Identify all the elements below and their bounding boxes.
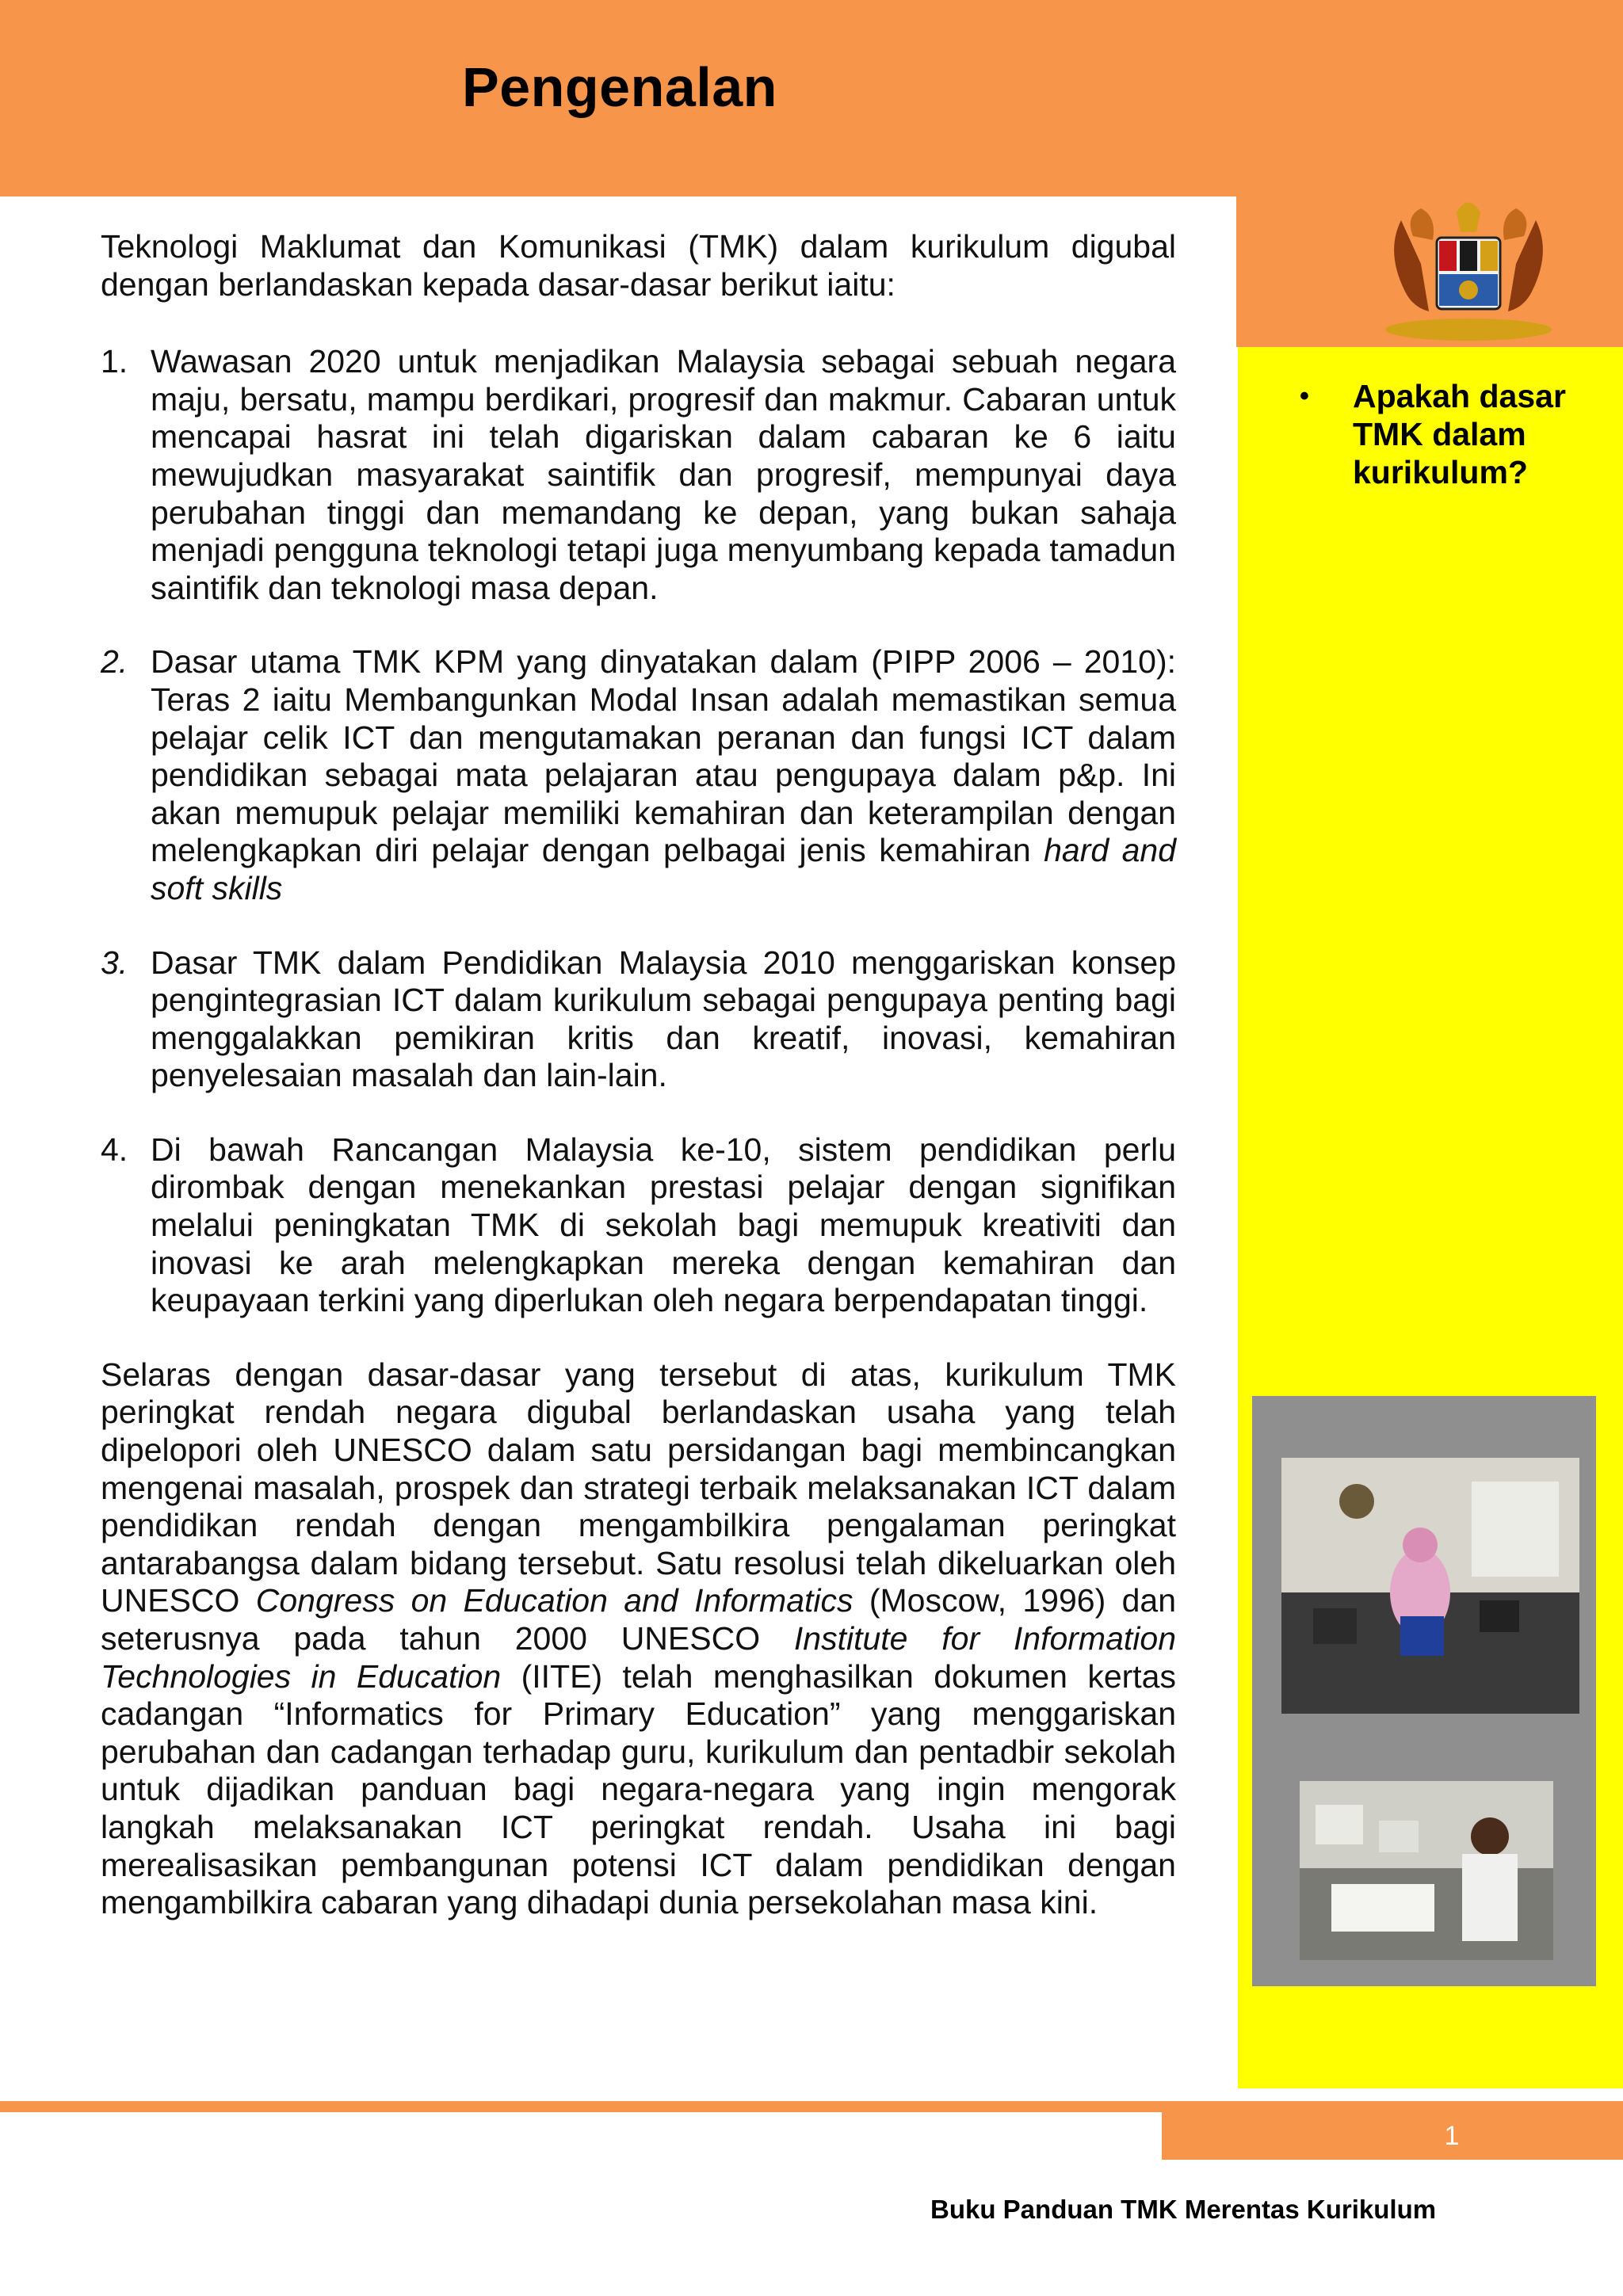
item-number: 2. <box>101 643 128 681</box>
closing-paragraph: Selaras dengan dasar-dasar yang tersebut di atas, kurikulum TMK peringkat rendah negara digubal berlandaskan usaha yang telah dipelopori oleh UNESCO dalam satu persidangan bagi membincangkan mengenai masalah, prospek dan strategi terbaik melaksanakan ICT dalam pendidikan rendah dengan mengambilkira pengalaman peringkat antarabangsa dalam bidang tersebut. Satu resolusi telah dikeluarkan oleh UNESCO Congress on Education and Informatics (Moscow, 1996) dan seterusnya pada tahun 2000 UNESCO Institute for Information Technologies in Education (IITE) telah menghasilkan dokumen kertas cadangan “Informatics for Primary Education” yang menggariskan perubahan dan cadangan terhadap guru, kurikulum dan pentadbir sekolah untuk dijadikan panduan bagi negara-negara yang ingin mengorak langkah melaksanakan ICT peringkat rendah. Usaha ini bagi merealisasikan pembangunan potensi ICT dalam pendidikan dengan mengambilkira cabaran yang dihadapi dunia persekolahan masa kini. <box>101 1356 1176 1921</box>
page-title: Pengenalan <box>462 56 777 118</box>
footer-title: Buku Panduan TMK Merentas Kurikulum <box>930 2195 1437 2224</box>
coat-of-arms-logo <box>1369 189 1568 345</box>
policy-item-4 <box>101 1131 1176 1320</box>
intro-paragraph: Teknologi Maklumat dan Komunikasi (TMK) dalam kurikulum digubal dengan berlandaskan kepada dasar-dasar berikut iaitu: <box>101 228 1176 303</box>
item-text: Dasar utama TMK KPM yang dinyatakan dalam (PIPP 2006 – 2010): Teras 2 iaitu Membangunkan Modal Insan adalah memastikan semua pelajar celik ICT dan mengutamakan peranan dan fungsi ICT dalam pendidikan sebagai mata pelajaran atau pengupaya dalam p&p. Ini akan memupuk pelajar memiliki kemahiran dan keterampilan dengan melengkapkan diri pelajar dengan pelbagai jenis kemahiran hard and soft skills <box>151 643 1176 906</box>
italic-phrase: hard and soft skills <box>151 832 1176 906</box>
item-text: Di bawah Rancangan Malaysia ke-10, sistem pendidikan perlu dirombak dengan menekankan prestasi pelajar dengan signifikan melalui peningkatan TMK di sekolah bagi memupuk kreativiti dan inovasi ke arah melengkapkan mereka dengan kemahiran dan keupayaan terkini yang diperlukan oleh negara berpendapatan tinggi. <box>151 1131 1176 1319</box>
item-number: 3. <box>101 944 128 981</box>
item-number: 4. <box>101 1131 128 1168</box>
main-content <box>101 228 1176 1922</box>
item-text: Dasar TMK dalam Pendidikan Malaysia 2010 menggariskan konsep pengintegrasian ICT dalam kurikulum sebagai pengupaya penting bagi menggalakkan pemikiran kritis dan kreatif, inovasi, kemahiran penyelesaian masalah dan lain-lain. <box>151 944 1176 1094</box>
sidebar-question-text: Apakah dasar TMK dalam kurikulum? <box>1353 378 1566 490</box>
policy-item-2 <box>101 643 1176 907</box>
sidebar-question <box>1300 377 1601 491</box>
policy-item-1 <box>101 343 1176 607</box>
footer-rule <box>0 2101 1623 2112</box>
item-text: Wawasan 2020 untuk menjadikan Malaysia sebagai sebuah negara maju, bersatu, mampu berdikari, progresif dan makmur. Cabaran untuk mencapai hasrat ini telah digariskan dalam cabaran ke 6 iaitu mewujudkan masyarakat saintifik dan progresif, mempunyai daya perubahan tinggi dan memandang ke depan, yang bukan sahaja menjadi pengguna teknologi tetapi juga menyumbang kepada tamadun saintifik dan teknologi masa depan. <box>151 343 1176 606</box>
classroom-photo <box>1281 1458 1579 1714</box>
header-band <box>0 0 1623 196</box>
page-number: 1 <box>1444 2121 1460 2151</box>
policy-item-3 <box>101 944 1176 1095</box>
item-number: 1. <box>101 343 128 380</box>
students-photo <box>1300 1781 1553 1960</box>
bullet-icon: • <box>1300 381 1309 411</box>
